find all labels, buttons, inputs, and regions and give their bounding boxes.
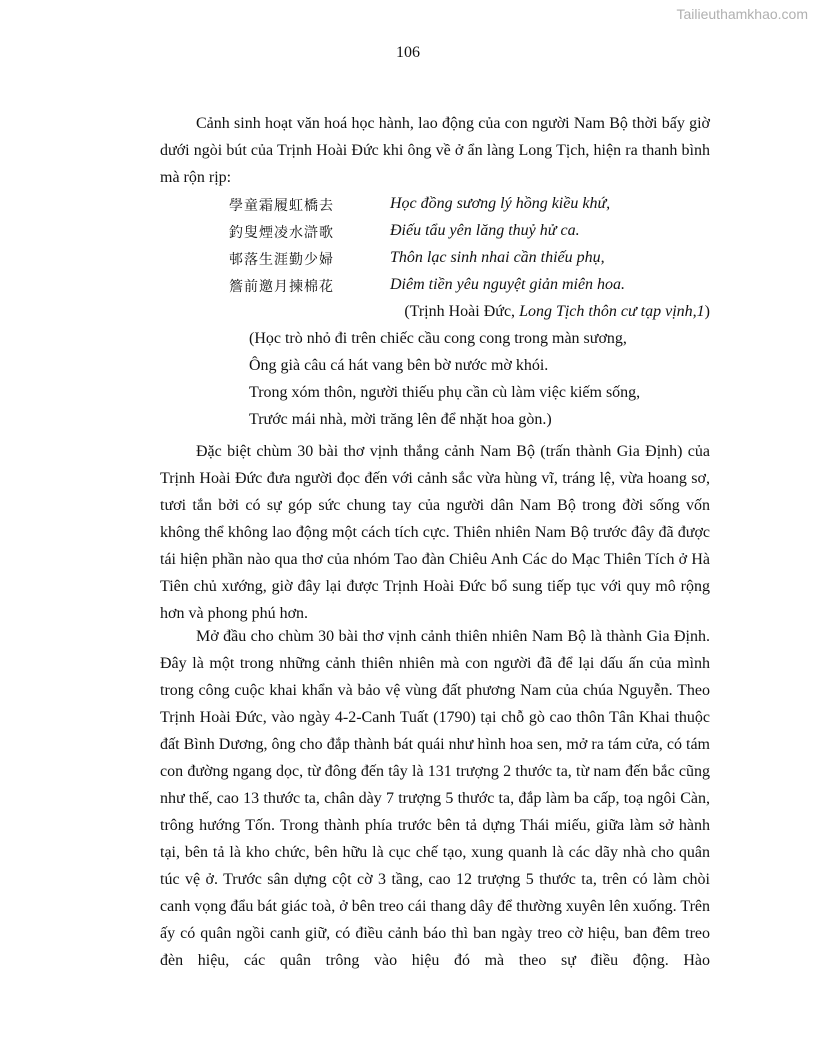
body-paragraph: Mở đầu cho chùm 30 bài thơ vịnh cảnh thiên nhiên Nam Bộ là thành Gia Định. Đây là một trong những cảnh thiên nhiên mà con người đã để lại dấu ấn của mình trong công cuộc khai khẩn và bảo vệ vùng đất phương Nam của chúa Nguyễn. Theo Trịnh Hoài Đức, vào ngày 4-2-Canh Tuất (1790) tại chỗ gò cao thôn Tân Khai thuộc đất Bình Dương, ông cho đắp thành bát quái như hình hoa sen, mở ra tám cửa, có tám con đường ngang dọc, từ đông đến tây là 131 trượng 2 thước ta, từ nam đến bắc cũng như thế, cao 13 thước ta, chân dày 7 trượng 5 thước ta, đắp làm ba cấp, toạ ngôi Càn, trông hướng Tốn. Trong thành phía trước bên tả dựng Thái miếu, giữa làm sở hành tại, bên tả là kho chức, bên hữu là cục chế tạo, xung quanh là các dãy nhà cho quân túc vệ ở. Trước sân dựng cột cờ 3 tầng, cao 12 trượng 5 thước ta, trên có làm chòi canh vọng đẩu bát giác toà, ở bên treo cái thang dây để thường xuyên lên xuống. Trên ấy có quân ngồi canh giữ, có điều cảnh báo thì ban ngày treo cờ hiệu, ban đêm treo đèn hiệu, các quân trông vào hiệu đó mà theo sự điều động. Hào <box>160 628 710 969</box>
watermark: Tailieuthamkhao.com <box>676 6 808 22</box>
translation-line: (Học trò nhỏ đi trên chiếc cầu cong cong trong màn sương, <box>249 330 627 347</box>
citation-work: Long Tịch thôn cư tạp vịnh,1 <box>519 303 705 320</box>
translation-line: Trước mái nhà, mời trăng lên để nhặt hoa gòn.) <box>249 411 552 428</box>
poem-han-line: 簷前邀月揀棉花 <box>229 279 334 295</box>
poem-viet-line: Học đồng sương lý hồng kiều khứ, <box>390 195 611 212</box>
intro-paragraph: Cảnh sinh hoạt văn hoá học hành, lao động của con người Nam Bộ thời bấy giờ dưới ngòi bút của Trịnh Hoài Đức khi ông về ở ẩn làng Long Tịch, hiện ra thanh bình mà rộn rịp: <box>160 115 710 186</box>
translation-line: Trong xóm thôn, người thiếu phụ cần cù làm việc kiếm sống, <box>249 384 641 401</box>
poem-han-line: 學童霜履虹橋去 <box>229 198 334 214</box>
poem-viet-line: Thôn lạc sinh nhai cần thiếu phụ, <box>390 249 605 266</box>
translation-line: Ông già câu cá hát vang bên bờ nước mờ khói. <box>249 357 549 374</box>
poem-han-line: 邨落生涯勤少婦 <box>229 252 334 268</box>
poem-viet-line: Điếu tẩu yên lăng thuỷ hử ca. <box>390 222 580 239</box>
citation-author: Trịnh Hoài Đức, <box>409 303 520 320</box>
page-number: 106 <box>396 44 420 61</box>
body-paragraph: Đặc biệt chùm 30 bài thơ vịnh thắng cảnh Nam Bộ (trấn thành Gia Định) của Trịnh Hoài Đức đưa người đọc đến với cảnh sắc vừa hùng vĩ, tráng lệ, vừa hoang sơ, tươi tắn bởi có sự góp sức chung tay của người dân Nam Bộ trong đời sống vốn không thể không lao động một cách tích cực. Thiên nhiên Nam Bộ trước đây đã được tái hiện phần nào qua thơ của nhóm Tao đàn Chiêu Anh Các do Mạc Thiên Tích ở Hà Tiên chủ xướng, giờ đây lại được Trịnh Hoài Đức bổ sung tiếp tục với quy mô rộng hơn và phong phú hơn. <box>160 443 710 622</box>
poem-citation: (Trịnh Hoài Đức, Long Tịch thôn cư tạp vịnh,1) <box>404 303 710 320</box>
poem-han-line: 釣叟煙凌水滸歌 <box>229 225 334 241</box>
poem-viet-line: Diêm tiền yêu nguyệt giản miên hoa. <box>390 276 626 293</box>
